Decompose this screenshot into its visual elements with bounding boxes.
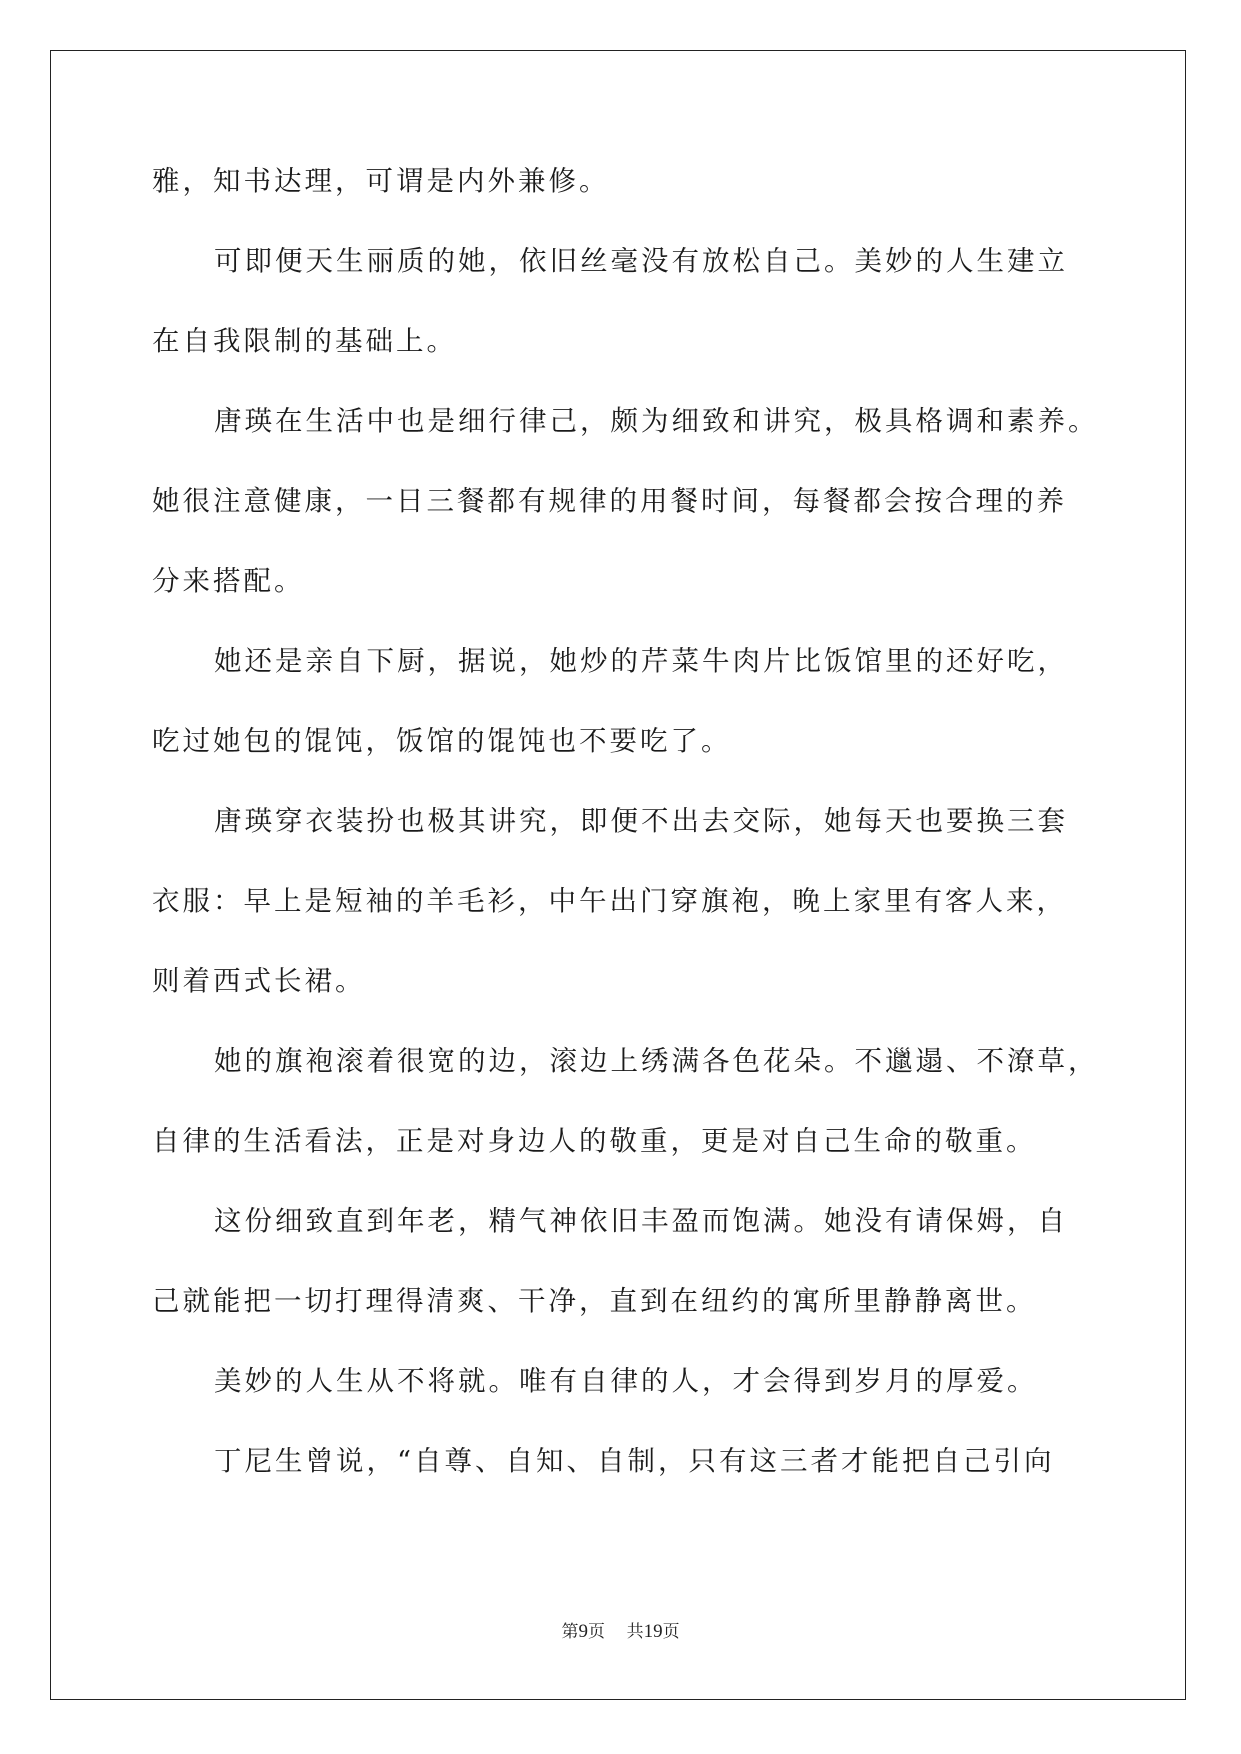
text-line-7: 她还是亲自下厨，据说，她炒的芹菜牛肉片比饭馆里的还好吃， — [214, 645, 1068, 677]
text-line-15: 己就能把一切打理得清爽、干净，直到在纽约的寓所里静静离世。 — [152, 1285, 1037, 1317]
page-unit: 页 — [587, 1622, 605, 1642]
text-line-16: 美妙的人生从不将就。唯有自律的人，才会得到岁月的厚爱。 — [214, 1365, 1038, 1397]
text-line-6: 分来搭配。 — [152, 565, 305, 597]
text-line-10: 衣服：早上是短袖的羊毛衫，中午出门穿旗袍，晚上家里有客人来， — [152, 885, 1067, 917]
text-line-12: 她的旗袍滚着很宽的边，滚边上绣满各色花朵。不邋遢、不潦草， — [214, 1045, 1099, 1077]
text-line-1: 雅，知书达理，可谓是内外兼修。 — [152, 165, 610, 197]
text-line-17: 丁尼生曾说，“自尊、自知、自制，只有这三者才能把自己引向 — [214, 1445, 1055, 1477]
text-line-8: 吃过她包的馄饨，饭馆的馄饨也不要吃了。 — [152, 725, 732, 757]
page-prefix: 第 — [561, 1622, 579, 1642]
total-prefix: 共 — [626, 1622, 644, 1642]
text-line-14: 这份细致直到年老，精气神依旧丰盈而饱满。她没有请保姆，自 — [214, 1205, 1068, 1237]
total-pages-number: 19 — [643, 1621, 663, 1642]
current-page-number: 9 — [578, 1621, 588, 1642]
text-line-3: 在自我限制的基础上。 — [152, 325, 457, 357]
text-line-11: 则着西式长裙。 — [152, 965, 366, 997]
total-unit: 页 — [662, 1622, 680, 1642]
text-line-2: 可即便天生丽质的她，依旧丝毫没有放松自己。美妙的人生建立 — [214, 245, 1068, 277]
text-line-5: 她很注意健康，一日三餐都有规律的用餐时间，每餐都会按合理的养 — [152, 485, 1067, 517]
document-body — [152, 158, 1099, 1518]
page-footer — [0, 1617, 1241, 1643]
text-line-9: 唐瑛穿衣装扮也极其讲究，即便不出去交际，她每天也要换三套 — [214, 805, 1068, 837]
text-line-4: 唐瑛在生活中也是细行律己，颇为细致和讲究，极具格调和素养。 — [214, 405, 1099, 437]
text-line-13: 自律的生活看法，正是对身边人的敬重，更是对自己生命的敬重。 — [152, 1125, 1037, 1157]
